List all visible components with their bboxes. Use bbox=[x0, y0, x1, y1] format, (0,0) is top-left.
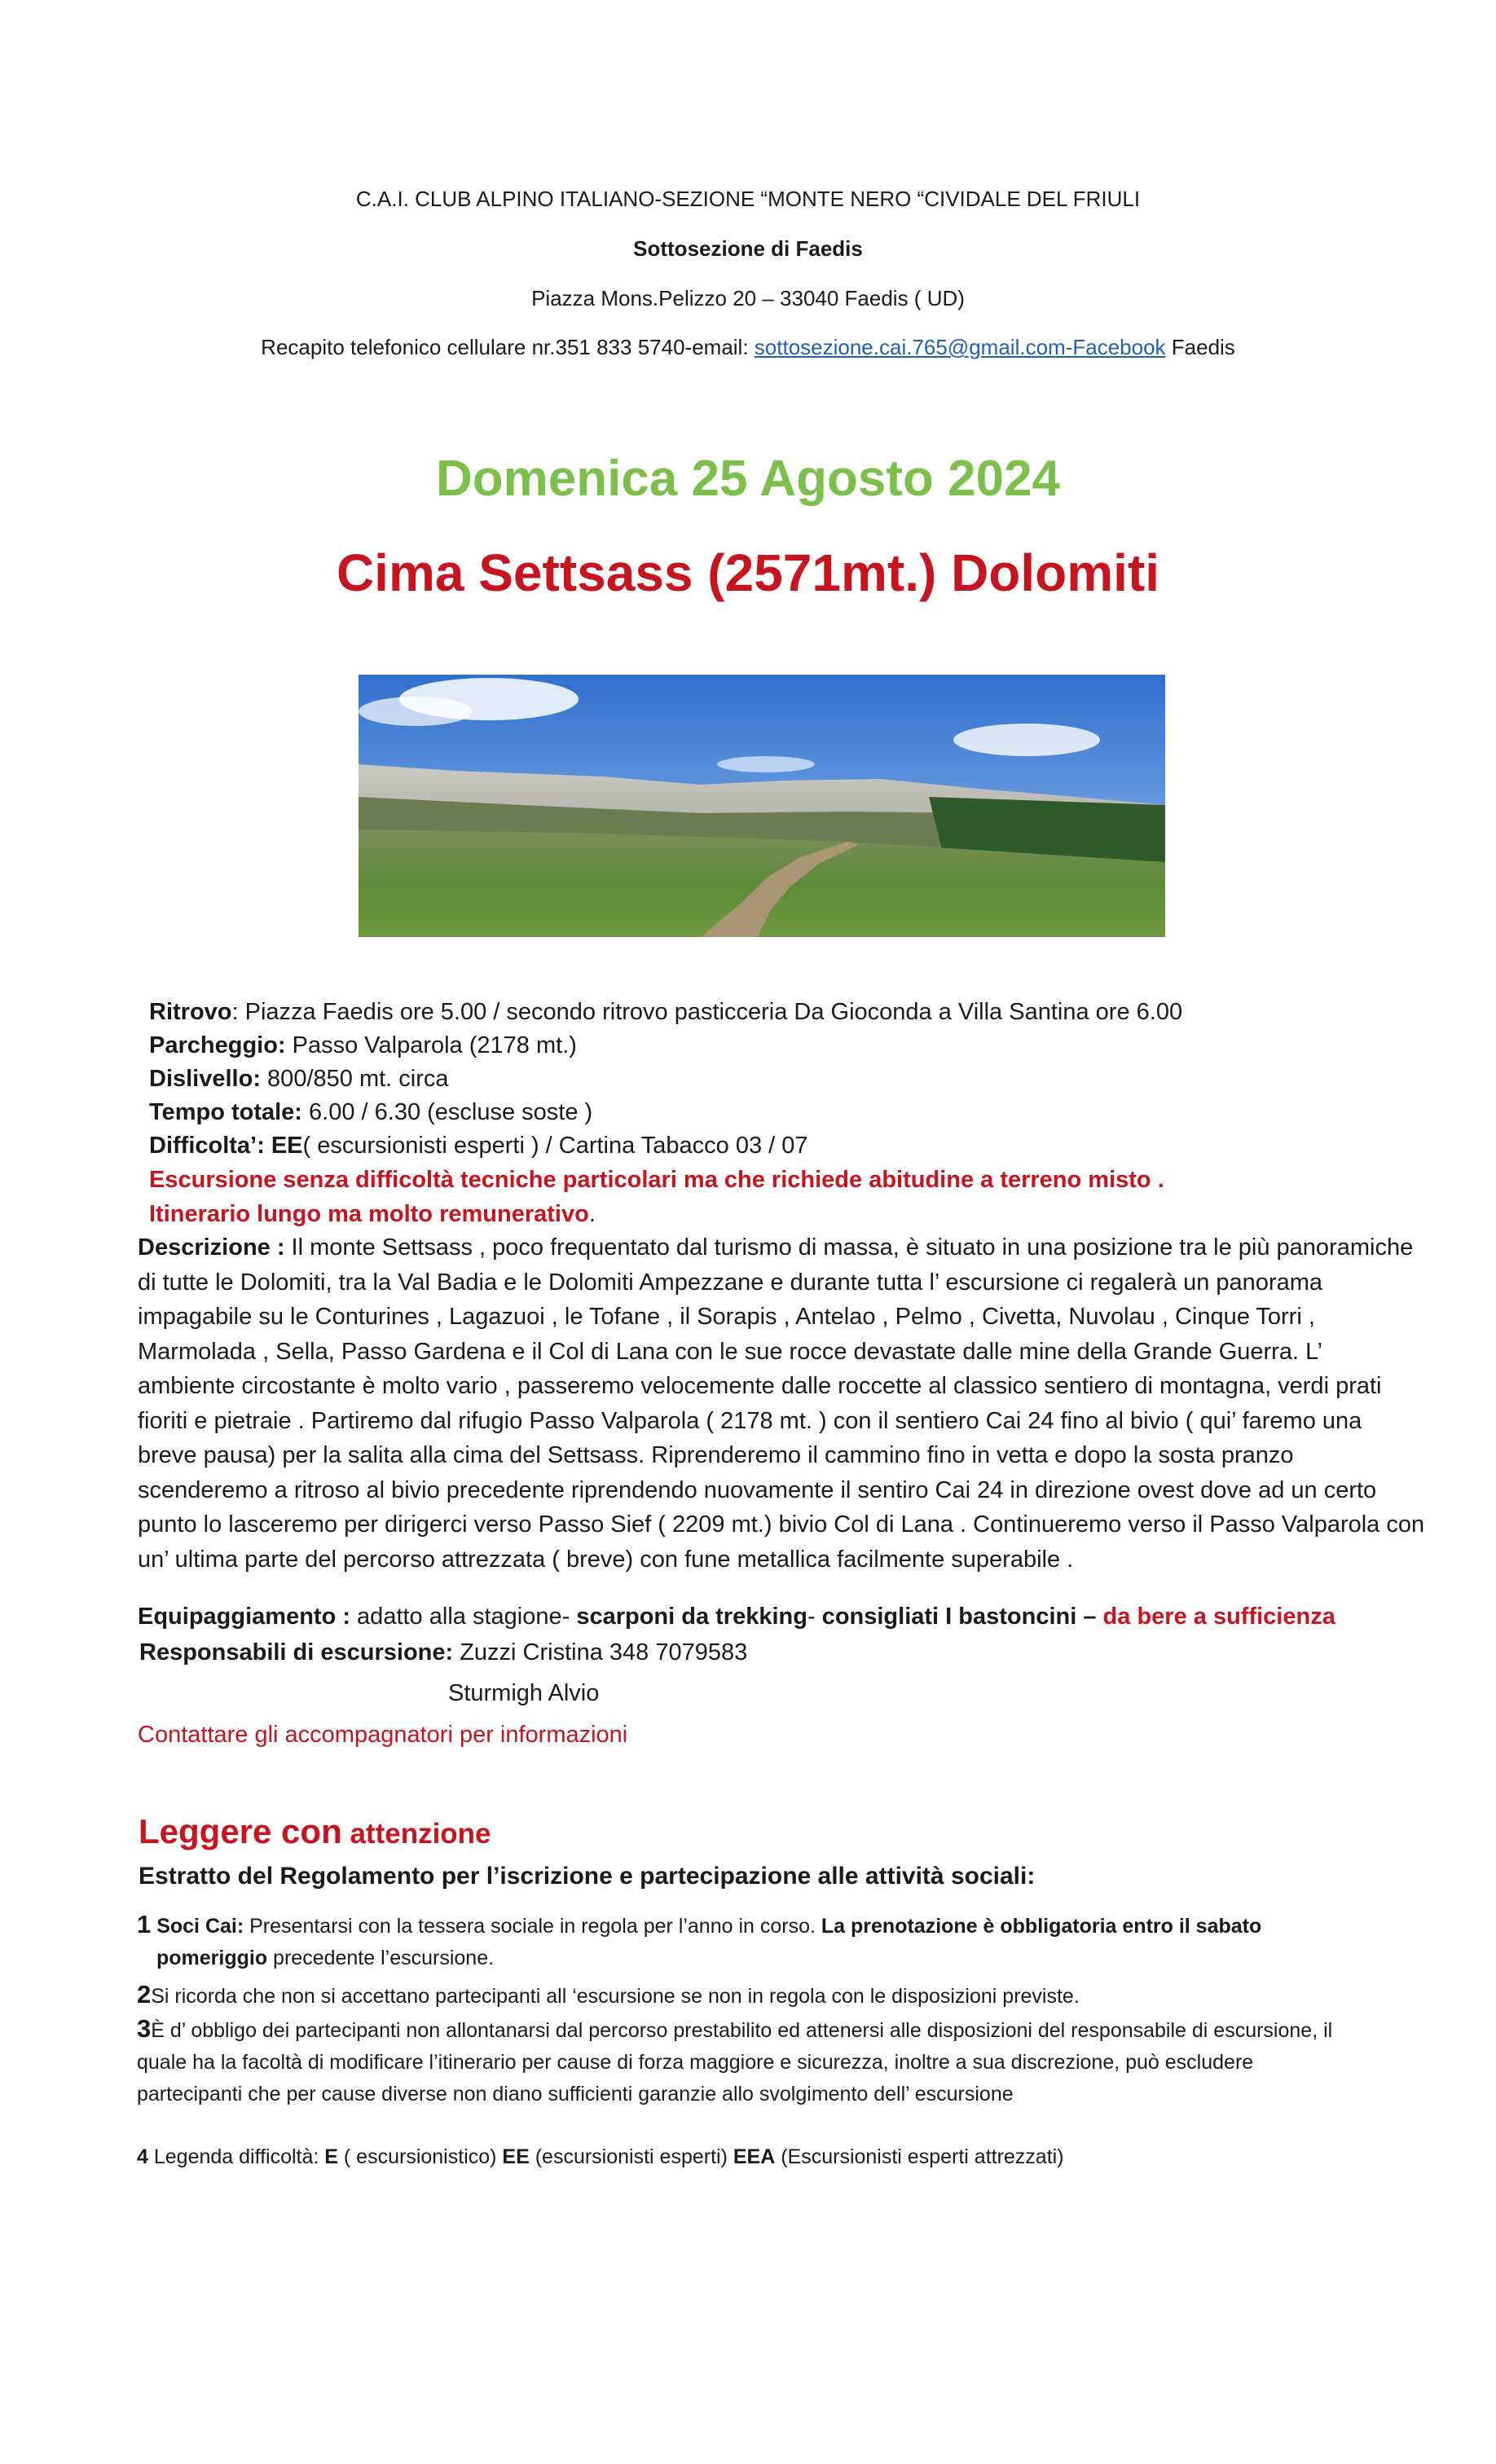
rule-1-number: 1 bbox=[137, 1910, 152, 1938]
parcheggio-line bbox=[149, 1031, 577, 1060]
responsible-label: Responsabili di escursione: bbox=[139, 1639, 454, 1665]
rule-4-text-1: Legenda difficoltà: bbox=[147, 2145, 325, 2168]
responsible-name-2: Sturmigh Alvio bbox=[448, 1680, 600, 1706]
rule-4 bbox=[137, 2141, 1359, 2173]
difficolta-value: ( escursionisti esperti ) / Cartina Tabacco 03 / 07 bbox=[302, 1133, 808, 1159]
dislivello-value: 800/850 mt. circa bbox=[261, 1066, 449, 1092]
subsection-name: Sottosezione di Faedis bbox=[633, 236, 863, 261]
rule-2-text: Si ricorda che non si accettano partecipanti all ‘escursione se non in regola con le disposizioni previste. bbox=[151, 1985, 1080, 2008]
equipment-text-1: adatto alla stagione- bbox=[350, 1604, 577, 1630]
rule-1-bold-1: La prenotazione è obbligatoria entro il sabato bbox=[821, 1915, 1262, 1938]
contact-line bbox=[0, 334, 1496, 360]
equipment-boots: scarponi da trekking bbox=[576, 1604, 807, 1630]
equipment-line bbox=[138, 1602, 1335, 1631]
org-name: C.A.I. CLUB ALPINO ITALIANO-SEZIONE “MONTE NERO “CIVIDALE DEL FRIULI bbox=[355, 187, 1141, 211]
event-date: Domenica 25 Agosto 2024 bbox=[435, 451, 1061, 507]
address: Piazza Mons.Pelizzo 20 – 33040 Faedis ( UD) bbox=[531, 286, 965, 310]
rule-2-number: 2 bbox=[137, 1980, 152, 2009]
contact-note: Contattare gli accompagnatori per informazioni bbox=[138, 1722, 628, 1748]
rule-1-text-1: Presentarsi con la tessera sociale in regola per l’anno in corso. bbox=[244, 1915, 821, 1938]
event-title: Cima Settsass (2571mt.) Dolomiti bbox=[336, 543, 1160, 602]
ritrovo-value: : Piazza Faedis ore 5.00 / secondo ritrovo pasticceria Da Gioconda a Villa Santina ore 6.00 bbox=[231, 999, 1183, 1025]
equipment-water: da bere a sufficienza bbox=[1102, 1604, 1335, 1630]
rule-3 bbox=[137, 2013, 1359, 2110]
equipment-label: Equipaggiamento : bbox=[138, 1604, 350, 1630]
rule-1 bbox=[137, 1908, 1359, 1974]
contact-prefix: Recapito telefonico cellulare nr.351 833 5740-email: bbox=[261, 335, 755, 359]
rule-4-bold-ee: EE bbox=[502, 2145, 530, 2168]
rules-heading bbox=[139, 1811, 491, 1855]
rule-1-text-2: precedente l’escursione. bbox=[267, 1947, 495, 1969]
equipment-text-3 bbox=[1096, 1604, 1102, 1630]
dislivello-line bbox=[149, 1064, 449, 1093]
rule-1-label: Soci Cai: bbox=[156, 1915, 244, 1938]
responsible-name-1: Zuzzi Cristina 348 7079583 bbox=[453, 1639, 748, 1665]
responsible-line bbox=[139, 1638, 747, 1667]
parcheggio-value: Passo Valparola (2178 mt.) bbox=[285, 1032, 577, 1058]
rule-3-text: È d’ obbligo dei partecipanti non allontanarsi dal percorso prestabilito ed attenersi alle disposizioni del responsabile di escursione, il quale ha la facoltà di modificare l’itinerario per cause di forza maggiore e sicurezza, inoltre a sua discrezione, può escludere partecipanti che per cause diverse non diano sufficienti garanzie allo svolgimento dell’ escursione bbox=[137, 2019, 1333, 2105]
rule-4-bold-e: E bbox=[324, 2145, 338, 2168]
rules-heading-small: attenzione bbox=[341, 1818, 491, 1850]
dislivello-label: Dislivello: bbox=[149, 1066, 261, 1092]
rules-subtitle: Estratto del Regolamento per l’iscrizione e partecipazione alle attività sociali: bbox=[139, 1863, 1036, 1890]
difficolta-label: Difficolta’: EE bbox=[149, 1133, 303, 1159]
rule-4-text-4: (Escursionisti esperti attrezzati) bbox=[775, 2145, 1064, 2168]
email-link[interactable]: sottosezione.cai.765@gmail.com-Facebook bbox=[754, 335, 1166, 359]
ritrovo-line bbox=[149, 997, 1182, 1027]
contact-suffix: Faedis bbox=[1165, 335, 1235, 359]
parcheggio-label: Parcheggio: bbox=[149, 1032, 286, 1058]
warning-itinerary: Itinerario lungo ma molto remunerativo bbox=[149, 1201, 589, 1227]
equipment-text-2: - bbox=[807, 1604, 822, 1630]
rules-heading-big: Leggere con bbox=[139, 1812, 342, 1850]
tempo-value: 6.00 / 6.30 (escluse soste ) bbox=[301, 1099, 593, 1125]
warning-itinerary-end: . bbox=[588, 1201, 596, 1227]
warning-difficulty: Escursione senza difficoltà tecniche particolari ma che richiede abitudine a terreno misto . bbox=[149, 1167, 1164, 1193]
tempo-label: Tempo totale: bbox=[149, 1099, 302, 1125]
equipment-poles: consigliati I bastoncini – bbox=[821, 1604, 1097, 1630]
mountain-photo bbox=[359, 675, 1165, 937]
landscape-image bbox=[359, 675, 1165, 937]
rule-4-text-2: ( escursionistico) bbox=[337, 2145, 503, 2168]
description-label: Descrizione : bbox=[138, 1234, 285, 1261]
rule-4-bold-eea: EEA bbox=[733, 2145, 776, 2168]
rule-3-number: 3 bbox=[137, 2014, 152, 2043]
rule-2 bbox=[137, 1978, 1359, 2013]
description-paragraph bbox=[138, 1230, 1425, 1577]
tempo-line bbox=[149, 1098, 592, 1127]
ritrovo-label: Ritrovo bbox=[149, 999, 232, 1025]
warning-itinerary-line bbox=[149, 1199, 596, 1229]
rule-1-bold-2: pomeriggio bbox=[156, 1947, 268, 1969]
description-text: Il monte Settsass , poco frequentato dal turismo di massa, è situato in una posizione tra le più panoramiche di tutte le Dolomiti, tra la Val Badia e le Dolomiti Ampezzane e durante tutta l’ escursione ci regalerà un panorama impagabile su le Conturines , Lagazuoi , le Tofane , il Sorapis , Antelao , Pelmo , Civetta, Nuvolau , Cinque Torri , Marmolada , Sella, Passo Gardena e il Col di Lana con le sue rocce devastate dalle mine della Grande Guerra. L’ ambiente circostante è molto vario , passeremo velocemente dalle roccette al classico sentiero di montagna, verdi prati fioriti e pietraie . Partiremo dal rifugio Passo Valparola ( 2178 mt. ) con il sentiero Cai 24 fino al bivio ( qui’ faremo una breve pausa) per la salita alla cima del Settsass. Riprenderemo il cammino fino in vetta e dopo la sosta pranzo scenderemo a ritroso al bivio precedente riprendendo nuovamente il sentiro Cai 24 in direzione ovest dove ad un certo punto lo lasceremo per dirigerci verso Passo Sief ( 2209 mt.) bivio Col di Lana . Continueremo verso il Passo Valparola con un’ ultima parte del percorso attrezzata ( breve) con fune metallica facilmente superabile . bbox=[138, 1234, 1425, 1573]
rule-4-text-3: (escursionisti esperti) bbox=[529, 2145, 733, 2168]
rule-4-number: 4 bbox=[137, 2145, 148, 2168]
difficolta-line bbox=[149, 1131, 808, 1160]
